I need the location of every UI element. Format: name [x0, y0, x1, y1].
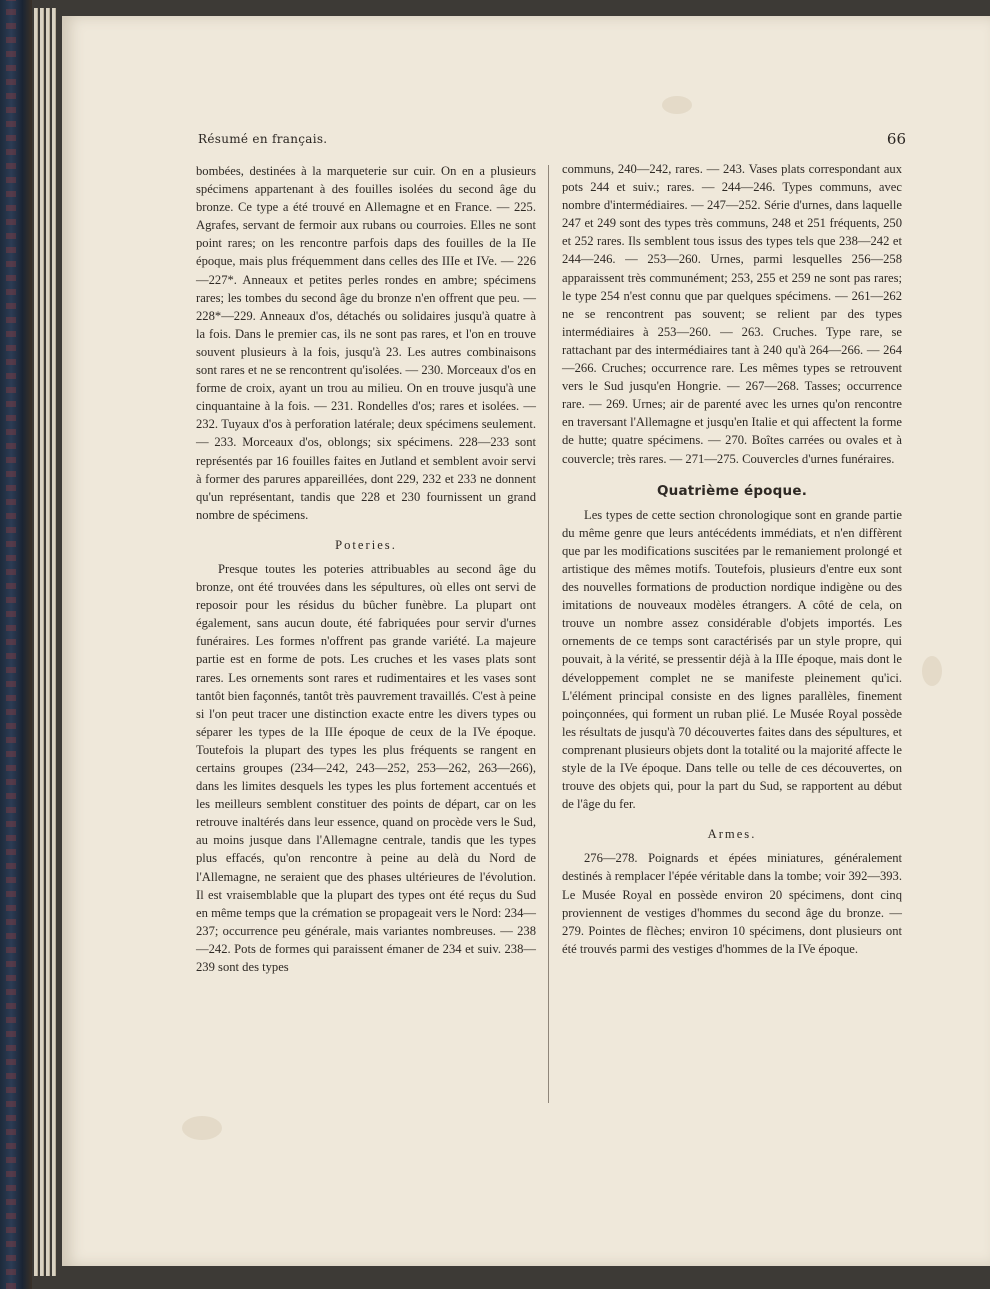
book-binding	[0, 0, 32, 1289]
page-edge	[46, 8, 50, 1276]
page-number: 66	[886, 130, 906, 148]
page-edge	[34, 8, 38, 1276]
page-edge	[40, 8, 44, 1276]
section-heading-armes: Armes.	[707, 827, 757, 842]
section-heading-epoque: Quatrième époque.	[656, 482, 808, 499]
paragraph: 276—278. Poignards et épées miniatures, généralement destinés à remplacer l'épée véritable dans la tombe; voir 392—393. Le Musée Royal en possède environ 20 spécimens, dont cinq proviennent de vestiges d'hommes du second âge du bronze. — 279. Pointes de flèches; environ 10 spécimens, dont plusieurs ont été trouvés parmi des vestiges d'hommes de la IVe époque.	[562, 851, 902, 956]
paragraph: Presque toutes les poteries attribuables au second âge du bronze, ont été trouvées dans les sépultures, où elles ont servi de reposoir pour les résidus du bûcher funèbre. La plupart ont également, sans aucun doute, été fabriquées pour servir d'urnes funéraires. Les formes n'offrent pas grande variété. La majeure partie est en forme de pots. Les cruches et les vases plats sont rares. Les ornements sont rares et rudimentaires et les vases sont tantôt bien façonnés, tantôt très pauvrement travaillés. C'est à peine si l'on peut tracer une distinction exacte entre les divers types ou séparer les types de la IIIe époque de ceux de la IVe époque. Toutefois la plupart des types les plus fréquents se rangent en certains groupes (234—242, 243—252, 253—262, 263—266), dans les limites desquels les types les plus fortement accentués et les meilleurs semblent constituer des points de départ, car on les retrouve inaltérés dans leur essence, quand on procède vers le Sud, au moins jusque dans l'Allemagne centrale, tandis que les types plus effacés, qu'on rencontre à peine au delà du Nord de l'Allemagne, ne seraient que des phases ultérieures de l'évolution. Il est vraisemblable que la plupart des types ont été reçus du Sud en même temps que la crémation se propageait vers le Nord: 234—237; occurrence peu générale, mais variantes nombreuses. — 238—242. Pots de formes qui paraissent émaner de 234 et suiv. 238—239 sont des types	[196, 561, 536, 975]
section-heading-poteries: Poteries.	[335, 537, 397, 552]
header-title: Résumé en français.	[198, 132, 328, 146]
left-column	[196, 162, 536, 976]
running-header	[198, 132, 906, 150]
column-divider	[548, 165, 549, 1103]
right-column	[562, 160, 902, 958]
page-edge	[52, 8, 56, 1276]
paragraph: communs, 240—242, rares. — 243. Vases plats correspondant aux pots 244 et suiv.; rares. — 244—246. Types communs, avec nombre d'intermédiaires. — 247—252. Série d'urnes, dans laquelle 247 et 249 sont des types très communs, 248 et 251 fréquents, 250 et 252 rares. Ils semblent tous issus des types tels que 238—242 et 244—246. — 253—260. Urnes, parmi lesquelles 256—258 apparaissent très communément; 253, 255 et 259 ne sont pas rares; le type 254 n'est connu que par quelques spécimens. — 261—262 ne se rencontrent pas souvent; se relient par des types intermédiaires à 253—260. — 263. Cruches. Type rare, se rattachant par des intermédiaires tant à 240 qu'à 264—266. — 264—266. Cruches; occurrence rare. Les mêmes types se retrouvent vers le Sud jusqu'en Hongrie. — 267—268. Tasses; occurrence rare. — 269. Urnes; air de parenté avec les urnes qu'on rencontre en traversant l'Allemagne et jusqu'en Italie et qui affectent la forme de hutte; quatre spécimens. — 270. Boîtes carrées ou ovales et à couvercle; très rares. — 271—275. Couvercles d'urnes funéraires.	[562, 162, 902, 466]
paragraph: bombées, destinées à la marqueterie sur cuir. On en a plusieurs spécimens appartenant à des fouilles isolées du second âge du bronze. Ce type a été trouvé en Allemagne et en France. — 225. Agrafes, servant de fermoir aux rubans ou courroies. Elles ne sont point rares; on les rencontre parfois daps des fouilles de la IIe époque, mais plus fréquemment dans celles des IIIe et IVe. — 226—227*. Anneaux et petites perles rondes en ambre; spécimens rares; les tombes du second âge du bronze n'en offrent que peu. — 228*—229. Anneaux d'os, détachés ou solidaires jusqu'à quatre à la fois. Dans le premier cas, ils ne sont pas rares, et l'on en trouve souvent plusieurs à la fois, jusqu'à 23. Les autres combinaisons sont rares et ne se rencontrent qu'isolées. — 230. Morceaux d'os en forme de croix, ayant un trou au milieu. On en trouve jusqu'à une cinquantaine à la fois. — 231. Rondelles d'os; rares et isolées. — 232. Tuyaux d'os à perforation latérale; deux spécimens seulement. — 233. Morceaux d'os, oblongs; six spécimens. 228—233 sont représentés par 16 fouilles faites en Jutland et semblent avoir servi à former des parures appareillées, dont 229, 232 et 233 ne donnent qu'un représentant, tandis que 228 et 230 fournissent un grand nombre de spécimens.	[196, 164, 536, 522]
paragraph: Les types de cette section chronologique sont en grande partie du même genre que leurs antécédents immédiats, et n'en diffèrent que par les modifications suscitées par le remaniement prolongé et artistique des mêmes motifs. Toutefois, plusieurs d'entre eux sont des nouvelles formations de production nordique indigène ou des imitations de nouveaux modèles étrangers. A côté de cela, on trouve un nombre assez considérable d'objets importés. Les ornements de ce temps sont caractérisés par un style propre, qui pouvait, à la vérité, se pressentir déjà à la IIIe époque, mais dont le développement complet ne se manifeste pleinement qu'ici. L'élément principal consiste en des lignes parallèles, finement poinçonnées, qui forment un ruban plié. Le Musée Royal possède les résultats de jusqu'à 70 découvertes faites dans des sépultures, et comprenant plusieurs objets dont la totalité ou la majorité affecte le style de la IVe époque. Dans telle ou telle de ces découvertes, on trouve des objets qui, pour la part du Sud, se rapportent au début de l'âge du fer.	[562, 507, 902, 812]
